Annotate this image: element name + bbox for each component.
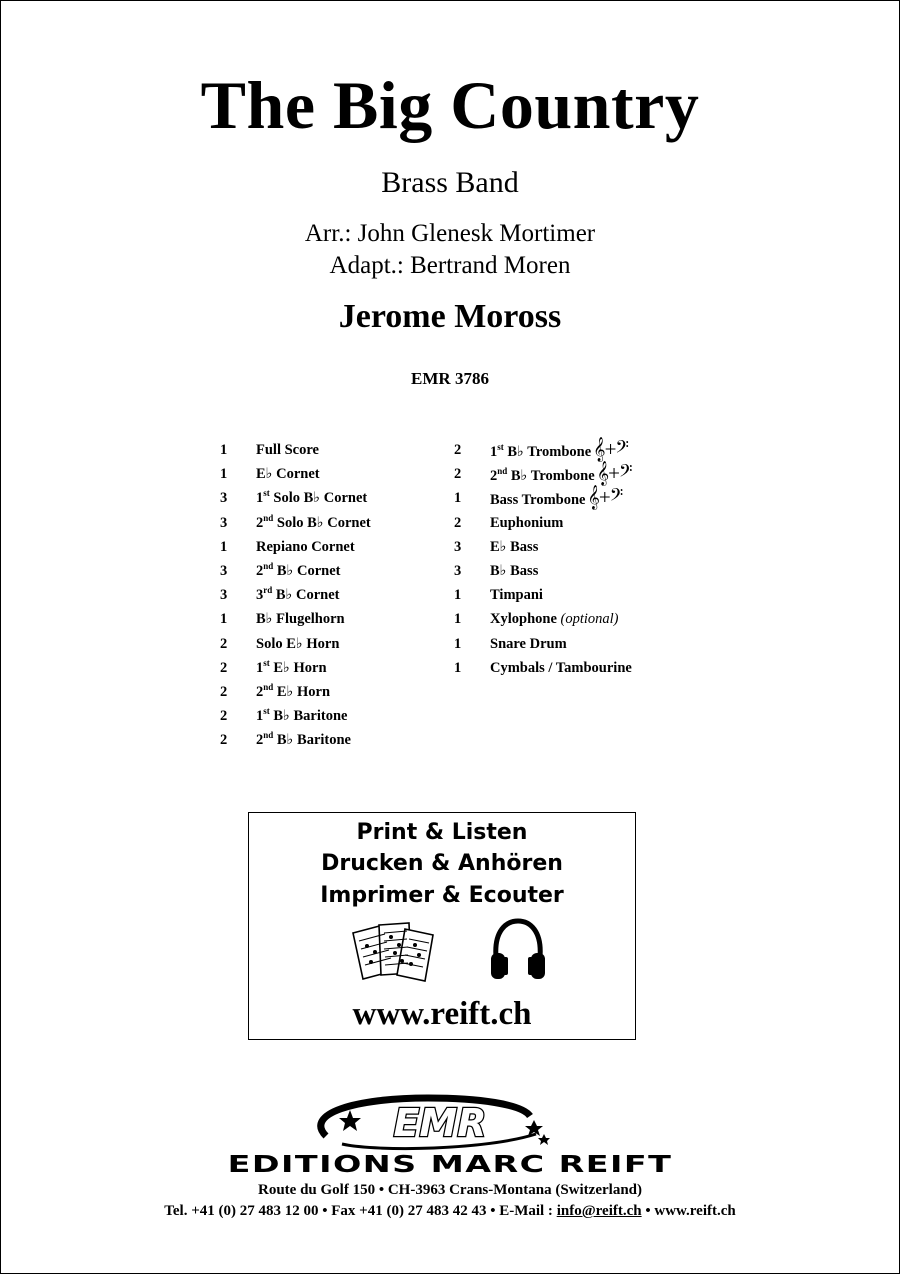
part-name <box>490 658 632 678</box>
part-name <box>256 440 319 460</box>
part-instrument: E♭ Cornet <box>256 466 320 483</box>
headphones-icon <box>489 917 547 983</box>
part-instrument: Euphonium <box>490 514 564 531</box>
part-row <box>454 486 632 510</box>
part-row <box>220 486 371 510</box>
clef-icon: 𝄞+𝄢 <box>587 484 623 509</box>
part-name <box>490 585 543 605</box>
sheet-music-icon <box>349 919 441 985</box>
part-ordinal: 3 <box>256 587 264 604</box>
part-ordinal: 2 <box>490 467 498 484</box>
part-quantity: 2 <box>220 659 228 676</box>
parts-list-left <box>220 438 371 752</box>
part-ordinal-suffix: nd <box>263 730 274 741</box>
email-link[interactable]: info@reift.ch <box>556 1203 642 1219</box>
part-optional-note: (optional) <box>560 611 619 628</box>
part-row <box>220 559 371 583</box>
part-quantity: 1 <box>454 611 462 628</box>
part-row <box>220 728 371 752</box>
promo-line-english: Print & Listen <box>356 820 528 845</box>
part-row <box>454 583 632 607</box>
part-quantity: 1 <box>454 490 462 507</box>
part-row <box>454 559 632 583</box>
ensemble-subtitle: Brass Band <box>381 166 519 199</box>
part-quantity: 3 <box>220 587 228 604</box>
part-instrument: B♭ Trombone <box>503 443 592 460</box>
part-quantity: 2 <box>220 635 228 652</box>
part-row <box>220 511 371 535</box>
part-instrument: Snare Drum <box>490 635 567 652</box>
part-row <box>454 511 632 535</box>
part-row <box>220 607 371 631</box>
part-instrument: Solo E♭ Horn <box>256 635 340 652</box>
part-quantity: 2 <box>220 732 228 749</box>
part-quantity: 2 <box>454 442 462 459</box>
part-ordinal-suffix: nd <box>497 465 508 476</box>
part-quantity: 1 <box>454 635 462 652</box>
part-name <box>256 609 345 629</box>
emr-logo <box>308 1092 558 1152</box>
part-quantity: 2 <box>454 466 462 483</box>
part-ordinal: 2 <box>256 732 264 749</box>
part-instrument: E♭ Bass <box>490 538 539 555</box>
part-quantity: 3 <box>220 563 228 580</box>
part-ordinal: 2 <box>256 683 264 700</box>
part-quantity: 2 <box>220 683 228 700</box>
part-row <box>454 607 632 631</box>
part-row <box>454 462 632 486</box>
part-name <box>256 488 367 508</box>
part-instrument: B♭ Baritone <box>269 708 348 725</box>
part-quantity: 1 <box>220 466 228 483</box>
part-name <box>256 682 330 702</box>
part-name <box>256 658 327 678</box>
part-ordinal-suffix: st <box>263 706 270 717</box>
part-row <box>454 535 632 559</box>
part-ordinal: 1 <box>256 490 264 507</box>
part-instrument: B♭ Baritone <box>273 732 351 749</box>
part-row <box>454 438 632 462</box>
clef-icon: 𝄞+𝄢 <box>596 460 632 485</box>
publisher-address: Route du Golf 150 • CH-3963 Crans-Montana (Switzerland) <box>258 1182 642 1198</box>
part-instrument: B♭ Flugelhorn <box>256 611 345 628</box>
part-quantity: 2 <box>454 514 462 531</box>
part-ordinal-suffix: nd <box>263 682 274 693</box>
part-name <box>490 513 563 533</box>
part-ordinal-suffix: nd <box>263 561 274 572</box>
part-row <box>220 680 371 704</box>
part-ordinal-suffix: rd <box>263 585 273 596</box>
part-quantity: 2 <box>220 708 228 725</box>
part-row <box>220 462 371 486</box>
part-name <box>256 706 347 726</box>
part-name <box>256 513 371 533</box>
part-name <box>256 585 340 605</box>
part-quantity: 1 <box>220 442 228 459</box>
publisher-name: EDITIONS MARC REIFT <box>227 1152 673 1178</box>
part-row <box>454 656 632 680</box>
promo-line-french: Imprimer & Ecouter <box>320 883 564 908</box>
publisher-contact <box>0 1203 900 1220</box>
part-instrument: E♭ Horn <box>269 659 327 676</box>
part-name <box>490 609 619 629</box>
contact-website: • www.reift.ch <box>641 1203 736 1219</box>
part-instrument: Cymbals / Tambourine <box>490 659 632 676</box>
part-instrument: B♭ Bass <box>490 563 539 580</box>
promo-line-german: Drucken & Anhören <box>321 851 563 876</box>
part-quantity: 1 <box>454 587 462 604</box>
print-listen-box <box>248 812 636 1040</box>
logo-letters: EMR <box>393 1101 487 1145</box>
part-name <box>490 436 628 462</box>
part-name <box>256 464 320 484</box>
part-row <box>220 704 371 728</box>
part-quantity: 1 <box>454 659 462 676</box>
part-ordinal-suffix: st <box>263 657 270 668</box>
parts-list-right <box>454 438 632 680</box>
part-name <box>256 634 339 654</box>
part-instrument: Timpani <box>490 587 543 604</box>
part-ordinal-suffix: st <box>263 488 270 499</box>
arranger-credit: Arr.: John Glenesk Mortimer <box>304 220 596 247</box>
part-row <box>220 535 371 559</box>
adapter-credit: Adapt.: Bertrand Moren <box>329 252 571 279</box>
part-instrument: E♭ Horn <box>273 683 331 700</box>
part-quantity: 1 <box>220 538 228 555</box>
composer-name: Jerome Moross <box>338 298 562 335</box>
part-quantity: 3 <box>220 514 228 531</box>
part-name <box>490 484 623 510</box>
part-name <box>490 537 538 557</box>
part-ordinal: 1 <box>490 443 498 460</box>
part-ordinal: 2 <box>256 514 264 531</box>
part-instrument: Solo B♭ Cornet <box>273 514 371 531</box>
part-instrument: Repiano Cornet <box>256 538 355 555</box>
part-quantity: 1 <box>220 611 228 628</box>
part-name <box>490 561 538 581</box>
part-name <box>256 730 351 750</box>
part-ordinal: 1 <box>256 659 264 676</box>
part-name <box>490 460 632 486</box>
part-ordinal: 2 <box>256 563 264 580</box>
promo-website: www.reift.ch <box>352 996 532 1032</box>
part-name <box>256 561 341 581</box>
part-row <box>220 583 371 607</box>
part-ordinal-suffix: st <box>497 441 504 452</box>
part-instrument: B♭ Cornet <box>272 587 340 604</box>
clef-icon: 𝄞+𝄢 <box>593 436 628 461</box>
part-ordinal: 1 <box>256 708 264 725</box>
page-title: The Big Country <box>200 67 700 143</box>
part-instrument: B♭ Trombone <box>507 467 595 484</box>
part-row <box>220 438 371 462</box>
part-instrument: Bass Trombone <box>490 491 586 508</box>
part-name <box>256 537 355 557</box>
part-name <box>490 634 567 654</box>
part-row <box>454 632 632 656</box>
part-row <box>220 632 371 656</box>
part-instrument: B♭ Cornet <box>273 563 341 580</box>
part-instrument: Full Score <box>256 442 319 459</box>
part-quantity: 3 <box>220 490 228 507</box>
part-quantity: 3 <box>454 563 462 580</box>
catalog-number: EMR 3786 <box>411 369 489 388</box>
part-ordinal-suffix: nd <box>263 512 274 523</box>
part-row <box>220 656 371 680</box>
contact-phone-fax: Tel. +41 (0) 27 483 12 00 • Fax +41 (0) 27 483 42 43 • E-Mail : <box>164 1203 557 1219</box>
part-quantity: 3 <box>454 538 462 555</box>
part-instrument: Xylophone <box>490 611 557 628</box>
part-instrument: Solo B♭ Cornet <box>269 490 368 507</box>
